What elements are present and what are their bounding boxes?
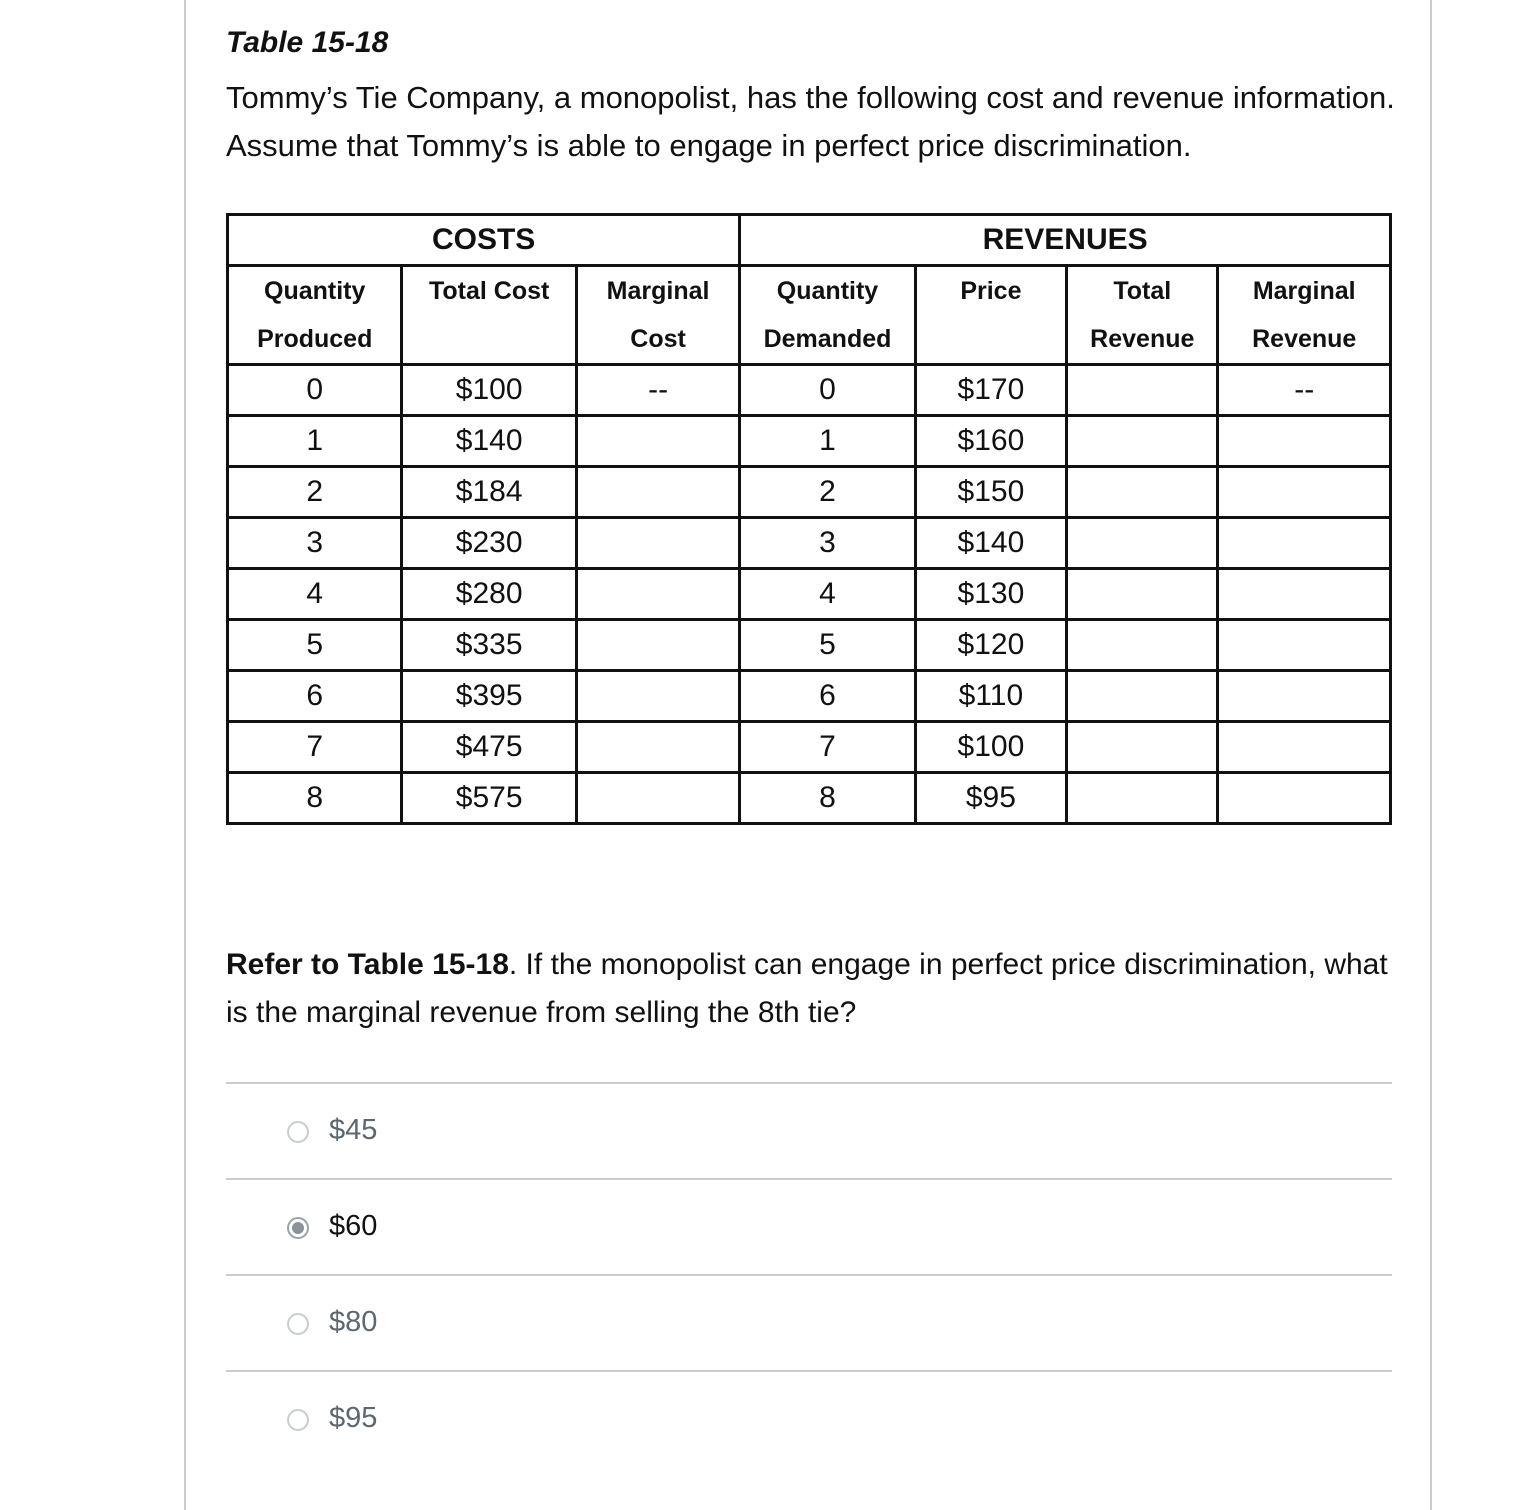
answer-label[interactable]: $80	[329, 1306, 378, 1338]
costs-group-header: COSTS	[228, 215, 740, 266]
table-cell: 1	[228, 416, 402, 467]
table-cell	[1067, 773, 1218, 824]
table-row	[228, 518, 1391, 569]
table-cell: $130	[915, 569, 1066, 620]
table-cell: $110	[915, 671, 1066, 722]
table-cell	[1218, 416, 1391, 467]
column-header	[576, 266, 739, 365]
table-title: Table 15-18	[226, 26, 389, 59]
table-cell: $100	[915, 722, 1066, 773]
table-cell: $230	[402, 518, 576, 569]
table-cell: 6	[228, 671, 402, 722]
table-cell: 1	[740, 416, 915, 467]
table-cell: $575	[402, 773, 576, 824]
answer-label[interactable]: $45	[329, 1114, 378, 1146]
table-cell: 2	[228, 467, 402, 518]
table-cell	[576, 722, 739, 773]
column-header-line1: Quantity	[776, 277, 879, 305]
table-cell	[576, 569, 739, 620]
table-row	[228, 467, 1391, 518]
table-cell	[576, 518, 739, 569]
table-cell: 7	[228, 722, 402, 773]
table-cell: $280	[402, 569, 576, 620]
column-header-line1: Marginal	[606, 277, 710, 305]
table-cell	[1218, 722, 1391, 773]
table-cell: 0	[740, 365, 915, 416]
table-row	[228, 569, 1391, 620]
table-cell	[1067, 569, 1218, 620]
table-row	[228, 365, 1391, 416]
column-header	[1218, 266, 1391, 365]
table-cell: --	[576, 365, 739, 416]
table-row	[228, 620, 1391, 671]
table-cell: 2	[740, 467, 915, 518]
table-cell: 0	[228, 365, 402, 416]
question-text	[226, 941, 1396, 1037]
cost-revenue-table	[226, 213, 1392, 825]
table-cell	[1218, 467, 1391, 518]
column-header-line2	[403, 315, 574, 363]
column-header-line2: Revenue	[1090, 325, 1195, 353]
answer-option[interactable]	[226, 1082, 1392, 1178]
table-cell	[1067, 416, 1218, 467]
table-cell	[576, 467, 739, 518]
column-header-line2: Revenue	[1252, 325, 1357, 353]
table-cell: --	[1218, 365, 1391, 416]
table-row	[228, 773, 1391, 824]
table-cell	[1218, 773, 1391, 824]
table-cell: 5	[228, 620, 402, 671]
column-header-row	[228, 266, 1391, 365]
answer-label[interactable]: $95	[329, 1402, 378, 1434]
table-cell: $150	[915, 467, 1066, 518]
intro-text: Tommy’s Tie Company, a monopolist, has the following cost and revenue information. Assume that Tommy’s is able to engage in perfect price discrimination.	[226, 80, 1395, 163]
column-header	[915, 266, 1066, 365]
table-cell: 3	[740, 518, 915, 569]
table-row	[228, 722, 1391, 773]
table-cell: 4	[740, 569, 915, 620]
table-cell: $475	[402, 722, 576, 773]
column-header-line2: Cost	[630, 325, 686, 353]
table-cell	[576, 416, 739, 467]
radio-button[interactable]	[287, 1121, 309, 1143]
table-cell: 3	[228, 518, 402, 569]
column-header-line1: Total	[1113, 277, 1172, 305]
table-cell: $335	[402, 620, 576, 671]
radio-button[interactable]	[287, 1313, 309, 1335]
table-cell	[1218, 620, 1391, 671]
answer-label[interactable]: $60	[329, 1210, 378, 1242]
table-cell: 4	[228, 569, 402, 620]
question-ref: Refer to Table 15-18	[226, 948, 509, 981]
table-cell: $395	[402, 671, 576, 722]
revenues-group-header: REVENUES	[740, 215, 1391, 266]
table-cell	[1218, 518, 1391, 569]
table-row	[228, 671, 1391, 722]
table-cell	[576, 773, 739, 824]
table-cell: $160	[915, 416, 1066, 467]
table-cell	[576, 671, 739, 722]
table-cell	[576, 620, 739, 671]
table-cell: $170	[915, 365, 1066, 416]
table-cell: $95	[915, 773, 1066, 824]
table-cell	[1067, 365, 1218, 416]
table-cell	[1067, 620, 1218, 671]
radio-button[interactable]	[287, 1409, 309, 1431]
table-cell	[1067, 518, 1218, 569]
column-header	[402, 266, 576, 365]
answer-option[interactable]	[226, 1274, 1392, 1370]
table-cell: $140	[915, 518, 1066, 569]
table-cell: 8	[740, 773, 915, 824]
column-header-line2	[917, 315, 1065, 363]
answer-option[interactable]	[226, 1370, 1392, 1466]
table-cell: $184	[402, 467, 576, 518]
radio-button[interactable]	[287, 1217, 309, 1239]
table-cell	[1067, 671, 1218, 722]
table-cell	[1067, 722, 1218, 773]
column-header-line1: Price	[960, 277, 1022, 305]
column-header	[740, 266, 915, 365]
table-cell: 8	[228, 773, 402, 824]
table-cell: 7	[740, 722, 915, 773]
column-header	[1067, 266, 1218, 365]
table-cell	[1218, 671, 1391, 722]
column-header-line2: Produced	[257, 325, 373, 353]
table-row	[228, 416, 1391, 467]
column-header-line1: Marginal	[1252, 277, 1356, 305]
table-cell: 5	[740, 620, 915, 671]
column-header-line2: Demanded	[763, 325, 892, 353]
column-header-line1: Total Cost	[428, 277, 550, 305]
table-cell: $120	[915, 620, 1066, 671]
table-cell	[1218, 569, 1391, 620]
answer-list	[226, 1082, 1392, 1466]
table-cell: $140	[402, 416, 576, 467]
table-cell: 6	[740, 671, 915, 722]
answer-option[interactable]	[226, 1178, 1392, 1274]
table-cell	[1067, 467, 1218, 518]
table-cell: $100	[402, 365, 576, 416]
column-header	[228, 266, 402, 365]
question-body: . If the monopolist can engage in perfect price discrimination, what is the marginal revenue from selling the 8th tie?	[226, 948, 1388, 1029]
column-header-line1: Quantity	[264, 277, 366, 305]
